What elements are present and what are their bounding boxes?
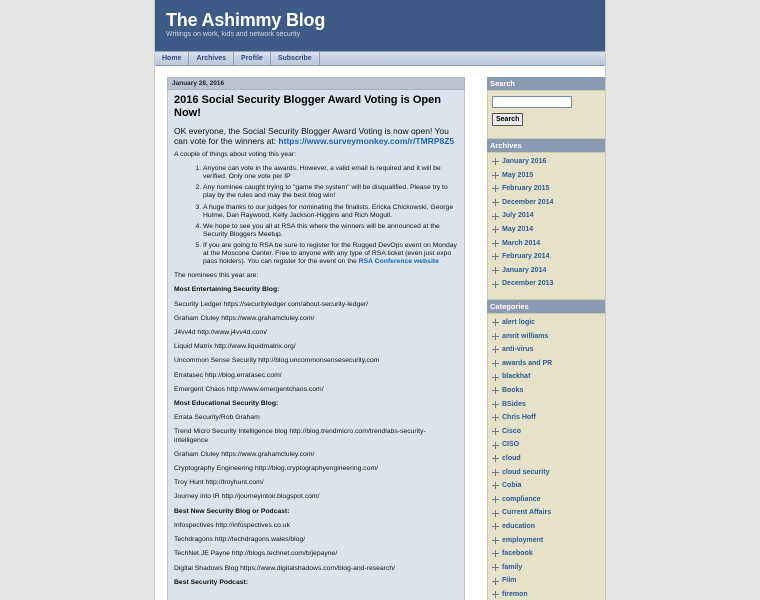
category-item[interactable]: Cisco [488,425,605,439]
nominee: Troy Hunt http://troyhunt.com/ [174,479,264,487]
category-item[interactable]: Film [488,574,605,588]
nominee: Journey into IR http://journeyintoir.blogspot.com/ [174,493,320,501]
nominee: Errata Security/Rob Graham [174,414,260,422]
plus-bullet-icon [492,333,499,340]
category-item[interactable]: Books [488,384,605,398]
plus-bullet-icon [492,158,499,165]
archive-item[interactable]: July 2014 [488,209,605,223]
category-item[interactable]: blackhat [488,370,605,384]
category-item[interactable]: awards and PR [488,357,605,371]
category-item[interactable]: employment [488,534,605,548]
plus-bullet-icon [492,253,499,260]
plus-bullet-icon [492,199,499,206]
category-heading: Best Security Podcast: [174,578,249,586]
main-content [167,77,465,600]
categories-list [487,313,606,600]
archive-item[interactable]: February 2015 [488,182,605,196]
voting-point [203,242,458,266]
plus-bullet-icon [492,564,499,571]
category-heading: Most Entertaining Security Blog: [174,286,280,294]
category-item[interactable]: education [488,520,605,534]
archive-item[interactable]: December 2014 [488,196,605,210]
post-lead-text: OK everyone, the Social Security Blogger Award Voting is now open! You can vote for the winners at: [174,126,449,146]
plus-bullet-icon [492,442,499,449]
nominee: Emergent Chaos http://www.emergentchaos.com/ [174,385,324,393]
post-lead [174,126,458,146]
category-item[interactable]: BSides [488,398,605,412]
plus-bullet-icon [492,510,499,517]
category-item[interactable]: Chris Hoff [488,411,605,425]
archive-item[interactable]: January 2014 [488,264,605,278]
plus-bullet-icon [492,414,499,421]
category-item[interactable]: anti-virus [488,343,605,357]
archive-item[interactable]: March 2014 [488,237,605,251]
plus-bullet-icon [492,226,499,233]
plus-bullet-icon [492,374,499,381]
plus-bullet-icon [492,185,499,192]
voting-point: 4. We hope to see you all at RSA this where the winners will be announced at the Security Bloggers Meetup. [203,223,458,239]
plus-bullet-icon [492,591,499,598]
nav-subscribe[interactable]: Subscribe [271,52,320,65]
plus-bullet-icon [492,360,499,367]
search-heading: Search [487,77,606,90]
nominee: Digital Shadows Blog https://www.digitalshadows.com/blog-and-research/ [174,564,396,572]
plus-bullet-icon [492,537,499,544]
archives-list [487,152,606,300]
archives-heading: Archives [487,139,606,152]
plus-bullet-icon [492,319,499,326]
search-widget [487,90,606,139]
plus-bullet-icon [492,550,499,557]
category-heading: Best New Security Blog or Podcast: [174,507,290,515]
category-item[interactable]: compliance [488,493,605,507]
archive-item[interactable]: December 2013 [488,277,605,291]
nav-bar [155,51,605,66]
category-item[interactable]: CISO [488,438,605,452]
rsa-conference-link[interactable]: RSA Conference website [358,258,439,266]
category-item[interactable]: Current Affairs [488,506,605,520]
blog-title[interactable]: The Ashimmy Blog [166,10,326,30]
nominee: Infospectives http://infospectives.co.uk [174,521,290,529]
page [154,0,606,600]
categories-heading: Categories [487,300,606,313]
plus-bullet-icon [492,455,499,462]
archive-item[interactable]: May 2015 [488,169,605,183]
nominee: Erratasec http://blog.erratasec.com/ [174,371,282,379]
category-item[interactable]: amrit williams [488,330,605,344]
post-title[interactable]: 2016 Social Security Blogger Award Voting is Open Now! [174,94,441,119]
nav-home[interactable]: Home [155,52,189,65]
category-item[interactable]: cloud [488,452,605,466]
plus-bullet-icon [492,578,499,585]
archive-item[interactable]: May 2014 [488,223,605,237]
plus-bullet-icon [492,172,499,179]
nominee: Graham Cluley https://www.grahamcluley.com/ [174,314,315,322]
category-item[interactable]: firemon [488,588,605,600]
post [167,90,465,600]
search-input[interactable] [492,96,572,108]
post-date: January 28, 2016 [167,77,465,90]
plus-bullet-icon [492,482,499,489]
plus-bullet-icon [492,428,499,435]
nominee: Cryptography Engineering http://blog.cryptographyengineering.com/ [174,465,379,473]
plus-bullet-icon [492,346,499,353]
plus-bullet-icon [492,213,499,220]
nominee: J4vv4d http://www.j4vv4d.com/ [174,329,267,337]
nav-archives[interactable]: Archives [189,52,234,65]
category-item[interactable]: facebook [488,547,605,561]
voting-points [203,165,458,266]
category-heading: Most Educational Security Blog: [174,400,279,408]
voting-point: 3. A huge thanks to our judges for nominating the finalists. Ericka Chickowski, George Hulme, Dan Raywood, Kelly Jackson-Higgins and Rich Mogull. [203,204,458,220]
nominees-intro: The nominees this year are: [174,272,259,280]
category-item[interactable]: cloud security [488,466,605,480]
plus-bullet-icon [492,240,499,247]
voting-point: 1. Anyone can vote in the awards. However, a valid email is required and it will be verified. Only one vote per IP [203,165,458,181]
category-item[interactable]: alert logic [488,316,605,330]
category-item[interactable]: family [488,561,605,575]
nominee: Graham Cluley https://www.grahamcluley.com/ [174,450,315,458]
plus-bullet-icon [492,469,499,476]
nav-profile[interactable]: Profile [234,52,271,65]
plus-bullet-icon [492,281,499,288]
archive-item[interactable]: February 2014 [488,250,605,264]
survey-link[interactable]: https://www.surveymonkey.com/r/TMRP8Z5 [278,136,455,146]
nominee: Trend Micro Security Intelligence blog http://blog.trendmicro.com/trendlabs-security-intelligence [174,428,426,444]
voting-point-text: If you are going to RSA be sure to register for the Rugged DevOps event on Monday at the Moscone Center. Free to anyone with any type of RSA ticket (even just expo pass holders). You can register for the event on the [203,241,457,266]
nominee: Security Ledger https://securityledger.com/about-security-ledger/ [174,300,369,308]
nominee: Liquid Matrix http://www.liquidmatrix.org/ [174,343,296,351]
plus-bullet-icon [492,401,499,408]
category-item[interactable]: Cobia [488,479,605,493]
plus-bullet-icon [492,496,499,503]
search-button[interactable]: Search [492,113,523,126]
archive-item[interactable]: January 2016 [488,155,605,169]
plus-bullet-icon [492,267,499,274]
nominee: Uncommon Sense Security http://blog.uncommonsensesecurity.com [174,357,380,365]
nominee: TechNet.JE Payne http://blogs.technet.com/b/jepayne/ [174,550,338,558]
voting-intro: A couple of things about voting this year: [174,151,297,158]
plus-bullet-icon [492,523,499,530]
nominee: Techdragons http://techdragons.wales/blog/ [174,536,306,544]
sidebar [487,77,606,600]
blog-header [155,0,605,51]
plus-bullet-icon [492,387,499,394]
blog-description: Writings on work, kids and network security [166,31,301,38]
voting-point: 2. Any nominee caught trying to "game the system" will be disqualified. Please try to play by the rules and may the best blog win! [203,184,458,200]
